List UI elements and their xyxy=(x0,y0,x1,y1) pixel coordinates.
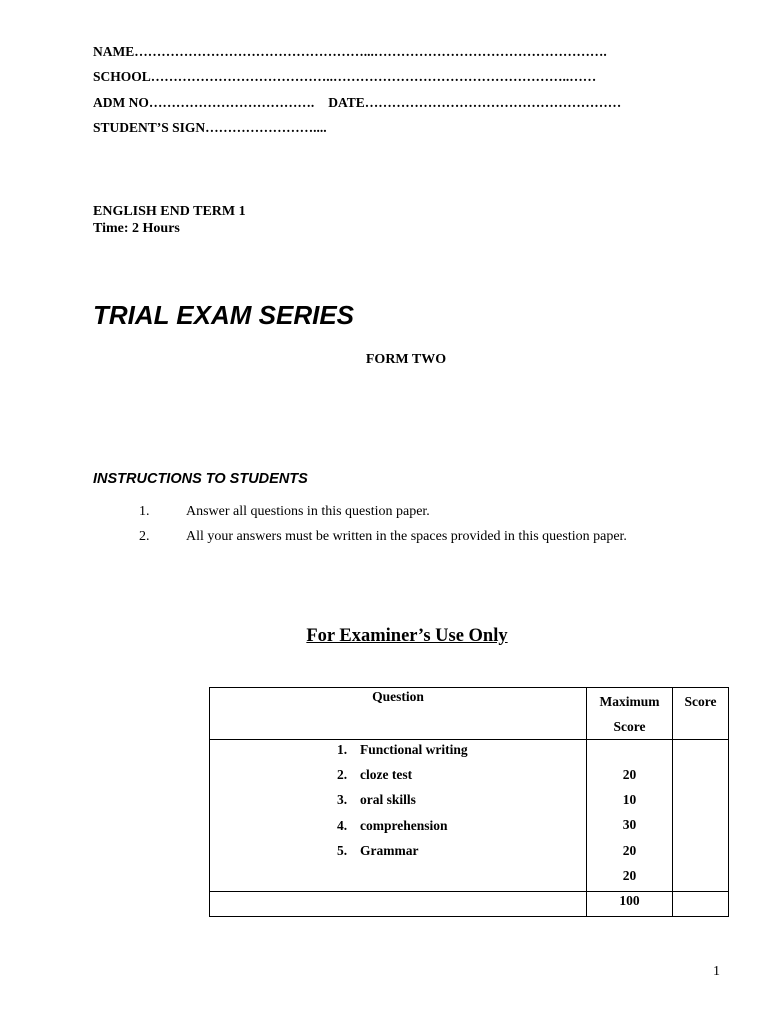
header-max-line2: Score xyxy=(613,719,646,734)
instruction-number: 1. xyxy=(139,503,150,519)
instruction-number: 2. xyxy=(139,528,150,544)
instruction-text: All your answers must be written in the spaces provided in this question paper. xyxy=(186,528,627,544)
instruction-text: Answer all questions in this question paper. xyxy=(186,503,430,519)
question-number: 4. xyxy=(337,817,348,833)
question-cell xyxy=(210,740,587,892)
question-number: 5. xyxy=(337,842,348,858)
max-score-cell xyxy=(587,740,673,892)
question-list xyxy=(210,740,586,866)
question-item xyxy=(337,740,586,765)
instructions-list xyxy=(139,499,627,549)
total-score-cell[interactable] xyxy=(673,892,729,917)
total-max-score: 100 xyxy=(587,892,673,917)
question-label: cloze test xyxy=(360,767,413,783)
exam-duration: Time: 2 Hours xyxy=(93,221,180,236)
score-table xyxy=(209,687,729,917)
header-max-line1: Maximum xyxy=(599,694,660,709)
table-header-row xyxy=(210,688,729,740)
adm-no-field: ADM NO………………………………. xyxy=(93,95,315,110)
header-score: Score xyxy=(673,688,729,740)
max-score-list xyxy=(587,740,672,891)
school-line: SCHOOL…………………………………..……………………………………………..…… xyxy=(93,69,597,84)
question-label: comprehension xyxy=(360,817,448,833)
exam-series-title: TRIAL EXAM SERIES xyxy=(93,300,355,330)
question-number: 3. xyxy=(337,792,348,808)
question-item xyxy=(337,841,586,866)
form-level: FORM TWO xyxy=(365,352,447,367)
question-item xyxy=(337,790,586,815)
question-label: Functional writing xyxy=(360,742,468,757)
instruction-item xyxy=(139,524,627,549)
score-cell[interactable] xyxy=(673,740,729,892)
max-score-value: 30 xyxy=(622,817,637,833)
examiner-heading: For Examiner’s Use Only xyxy=(306,626,508,646)
total-label-cell xyxy=(210,892,587,917)
max-score-value: 10 xyxy=(622,792,637,808)
student-sign-line: STUDENT’S SIGN…………………….... xyxy=(93,120,327,135)
page-number: 1 xyxy=(713,964,720,979)
max-score-value: 20 xyxy=(622,842,637,858)
header-max-score xyxy=(587,688,673,740)
table-total-row xyxy=(210,892,729,917)
instruction-item xyxy=(139,499,627,524)
question-number: 1. xyxy=(337,742,348,757)
question-label: oral skills xyxy=(360,792,416,808)
subject-title: ENGLISH END TERM 1 xyxy=(93,204,246,219)
subject-block xyxy=(93,203,246,237)
adm-date-line xyxy=(93,95,713,111)
question-item xyxy=(337,765,586,790)
instructions-heading: INSTRUCTIONS TO STUDENTS xyxy=(93,471,308,487)
name-line: NAME……………………………………………...……………………………………………. xyxy=(93,44,607,59)
header-question: Question xyxy=(210,688,587,740)
question-label: Grammar xyxy=(360,842,419,858)
date-field: DATE………………………………………………… xyxy=(328,95,622,110)
question-number: 2. xyxy=(337,767,348,783)
table-body-row xyxy=(210,740,729,892)
question-item xyxy=(337,816,586,841)
max-score-value: 20 xyxy=(622,867,637,883)
max-score-value: 20 xyxy=(622,767,637,782)
